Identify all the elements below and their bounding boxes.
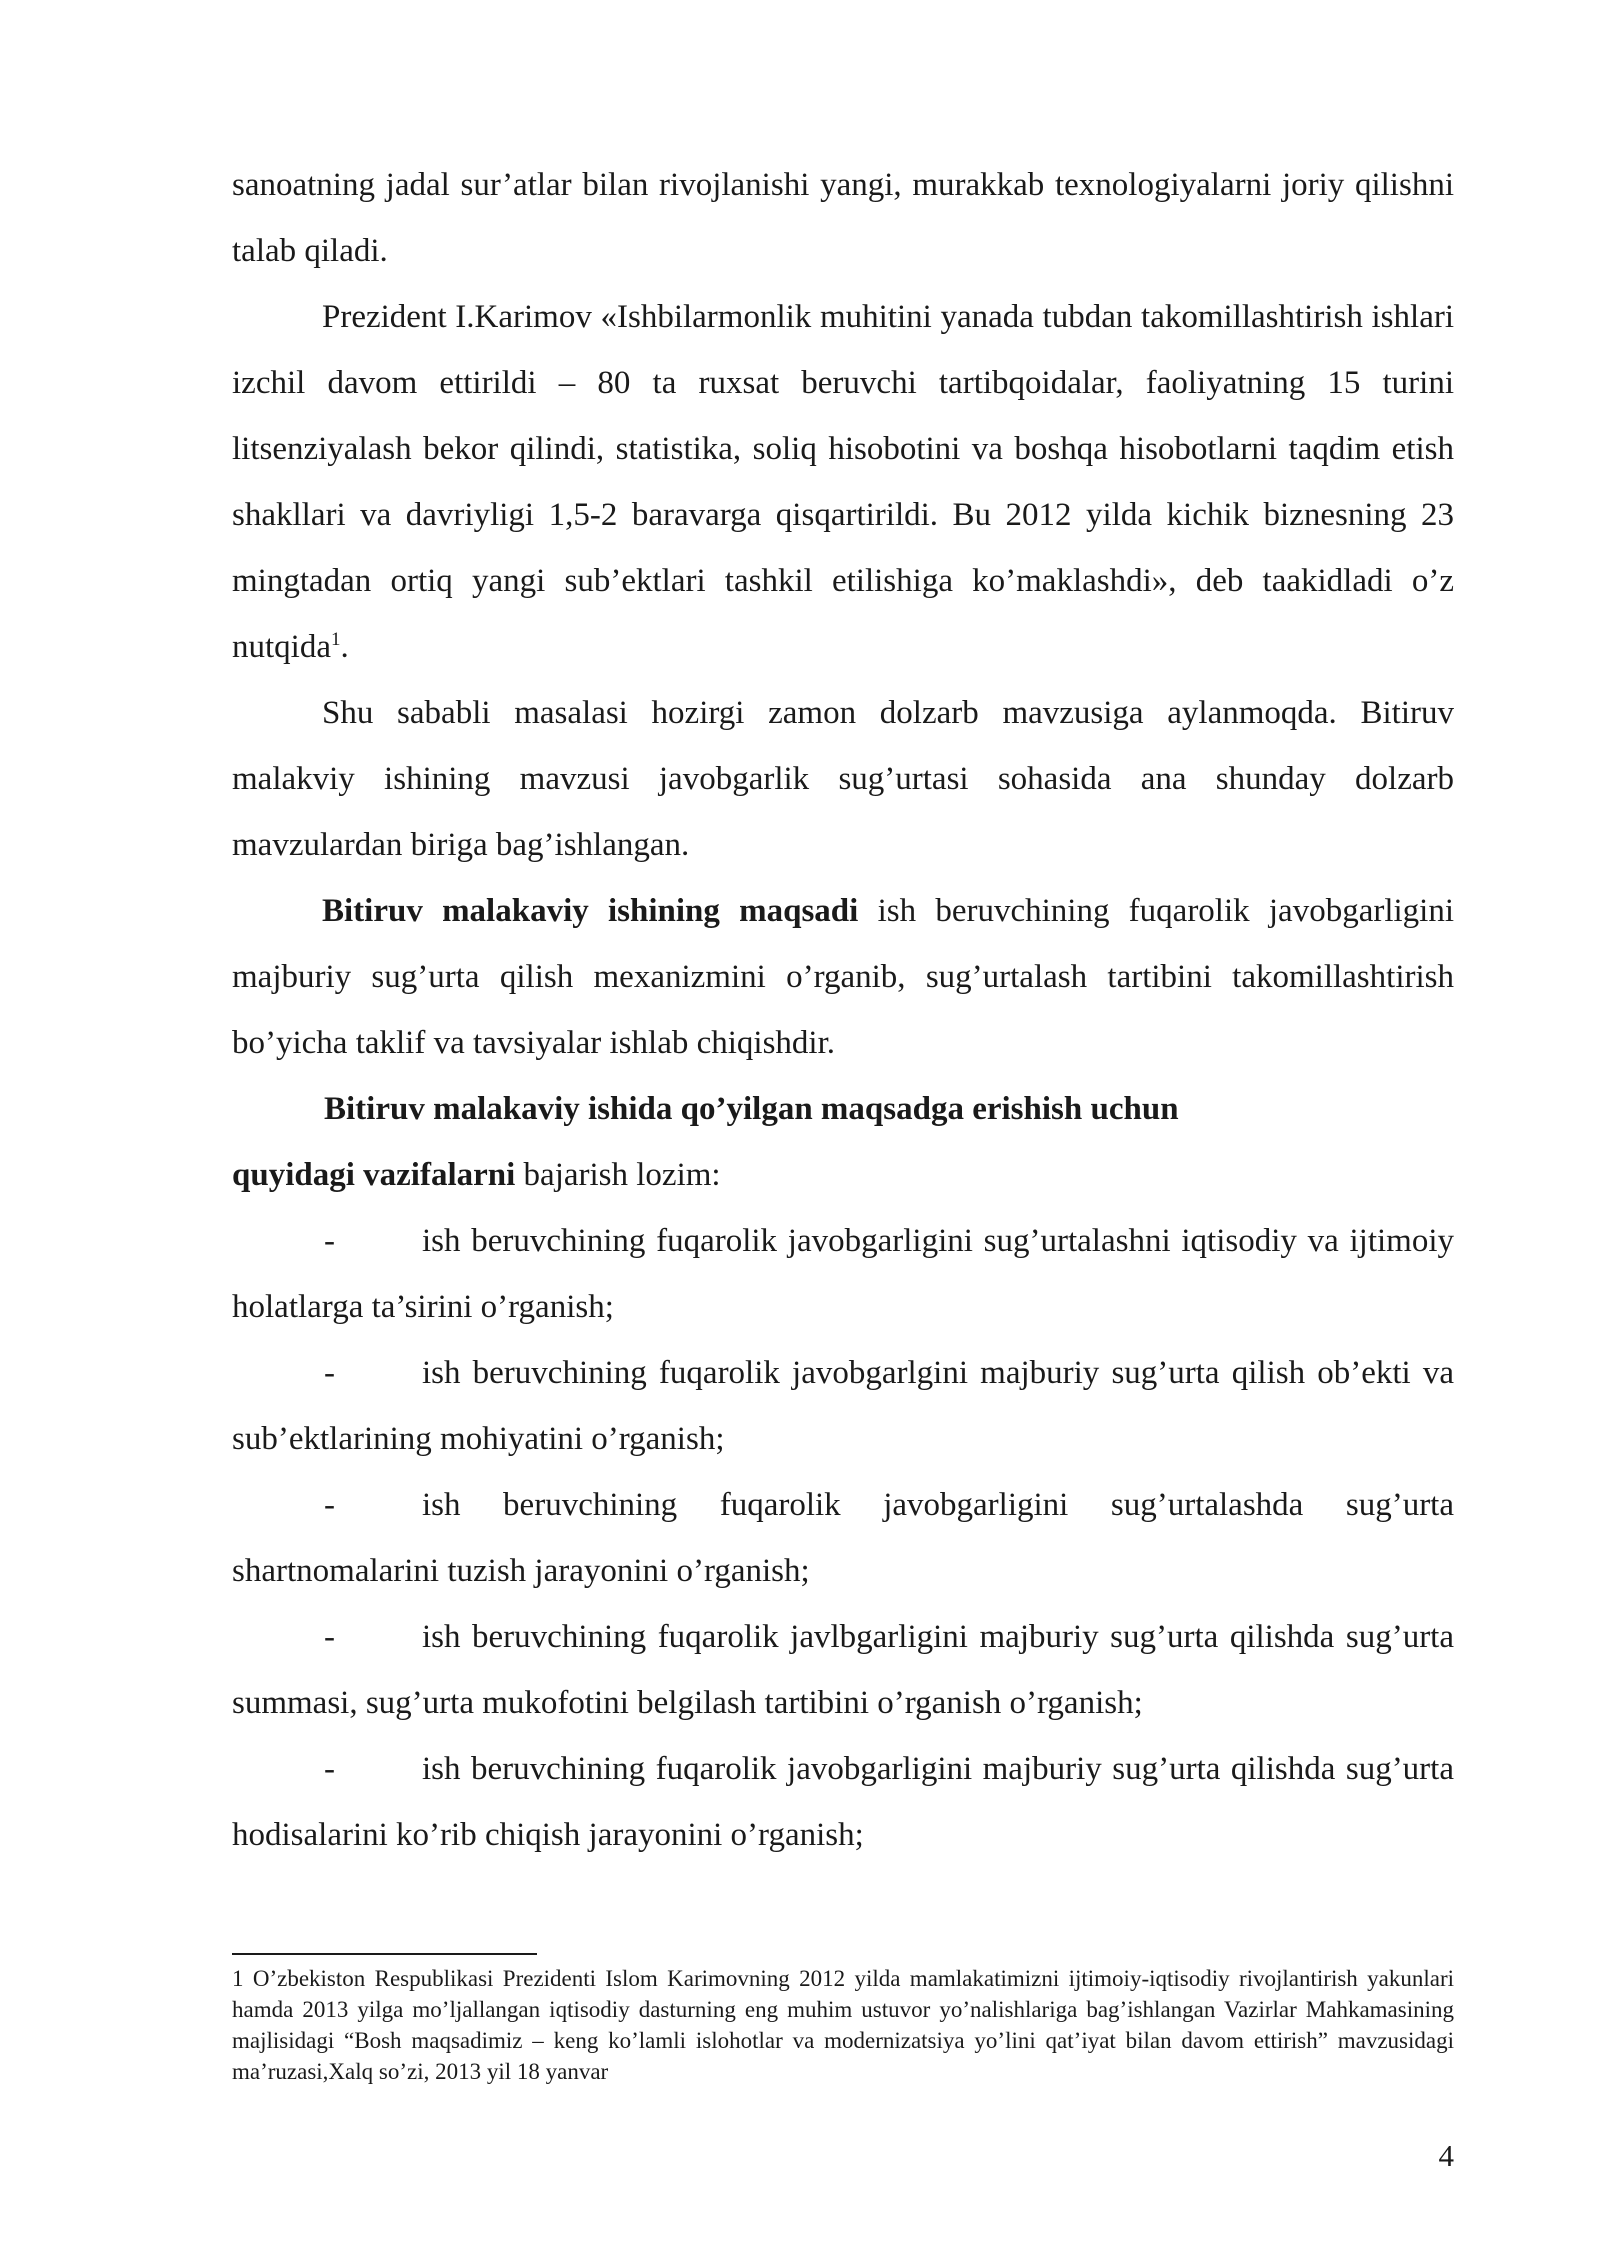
tasks-heading-line-1: Bitiruv malakaviy ishida qo’yilgan maqsadga erishish uchun bbox=[324, 1091, 1179, 1127]
karimov-quote-period: . bbox=[340, 629, 349, 665]
task-text: ish beruvchining fuqarolik javobgarligini majburiy sug’urta qilishda sug’urta hodisalarini ko’rib chiqish jarayonini o’rganish; bbox=[232, 1751, 1454, 1853]
footnote-reference: 1 bbox=[330, 629, 341, 650]
karimov-quote-text: Prezident I.Karimov «Ishbilarmonlik muhitini yanada tubdan takomillashtirish ishlari izchil davom ettirildi – 80 ta ruxsat beruvchi tartibqoidalar, faoliyatning 15 turini litsenziyalash bekor qilindi, statistika, soliq hisobotini va boshqa hisobotlarni taqdim etish shakllari va davriyligi 1,5-2 baravarga qisqartirildi. Bu 2012 yilda kichik biznesning 23 mingtadan ortiq yangi sub’ektlari tashkil etilishiga ko’maklashdi», deb taakidladi o’z nutqida bbox=[232, 299, 1454, 665]
bullet-dash: - bbox=[324, 1355, 335, 1391]
goal-text: ish beruvchining fuqarolik javobgarligini majburiy sug’urta qilish mexanizmini o’rganib, sug’urtalash tartibini takomillashtirish bo’yicha taklif va tavsiyalar ishlab chiqishdir. bbox=[232, 893, 1454, 1061]
paragraph-goal bbox=[232, 878, 1454, 1076]
goal-heading: Bitiruv malakaviy ishining maqsadi bbox=[322, 893, 859, 929]
task-item bbox=[232, 1736, 1454, 1868]
task-text: ish beruvchining fuqarolik javobgarligini sug’urtalashni iqtisodiy va ijtimoiy holatlarga ta’sirini o’rganish; bbox=[232, 1223, 1454, 1325]
footnote: 1 O’zbekiston Respublikasi Prezidenti Islom Karimovning 2012 yilda mamlakatimizni ijtimoiy-iqtisodiy rivojlantirish yakunlari hamda 2013 yilga mo’ljallangan iqtisodiy dasturning eng muhim ustuvor yo’nalishlariga bag’ishlangan Vazirlar Mahkamasining majlisidagi “Bosh maqsadimiz – keng ko’lamli islohotlar va modernizatsiya yo’lini qat’iyat bilan davom ettirish” mavzusidagi ma’ruzasi,Xalq so’zi, 2013 yil 18 yanvar bbox=[232, 1966, 1454, 2084]
bullet-dash: - bbox=[324, 1751, 335, 1787]
task-text: ish beruvchining fuqarolik javobgarlgini majburiy sug’urta qilish ob’ekti va sub’ektlarining mohiyatini o’rganish; bbox=[232, 1355, 1454, 1457]
body-text bbox=[232, 152, 1454, 1868]
task-text: ish beruvchining fuqarolik javlbgarligini majburiy sug’urta qilishda sug’urta summasi, sug’urta mukofotini belgilash tartibini o’rganish o’rganish; bbox=[232, 1619, 1454, 1721]
tasks-heading-line-2: quyidagi vazifalarni bbox=[232, 1157, 516, 1193]
bullet-dash: - bbox=[324, 1223, 335, 1259]
paragraph-karimov-quote bbox=[232, 284, 1454, 680]
paragraph-intro: sanoatning jadal sur’atlar bilan rivojlanishi yangi, murakkab texnologiyalarni joriy qilishni talab qiladi. bbox=[232, 167, 1454, 269]
page-number: 4 bbox=[1438, 2138, 1454, 2173]
bullet-dash: - bbox=[324, 1619, 335, 1655]
task-item bbox=[232, 1340, 1454, 1472]
task-item bbox=[232, 1472, 1454, 1604]
footnote-separator bbox=[232, 1953, 537, 1955]
tasks-intro-text: bajarish lozim: bbox=[515, 1157, 721, 1193]
task-item bbox=[232, 1208, 1454, 1340]
paragraph-tasks-intro bbox=[232, 1076, 1454, 1208]
paragraph-relevance: Shu sababli masalasi hozirgi zamon dolzarb mavzusiga aylanmoqda. Bitiruv malakviy ishining mavzusi javobgarlik sug’urtasi sohasida ana shunday dolzarb mavzulardan biriga bag’ishlangan. bbox=[232, 695, 1454, 863]
bullet-dash: - bbox=[324, 1487, 335, 1523]
task-item bbox=[232, 1604, 1454, 1736]
task-text: ish beruvchining fuqarolik javobgarligini sug’urtalashda sug’urta shartnomalarini tuzish jarayonini o’rganish; bbox=[232, 1487, 1454, 1589]
